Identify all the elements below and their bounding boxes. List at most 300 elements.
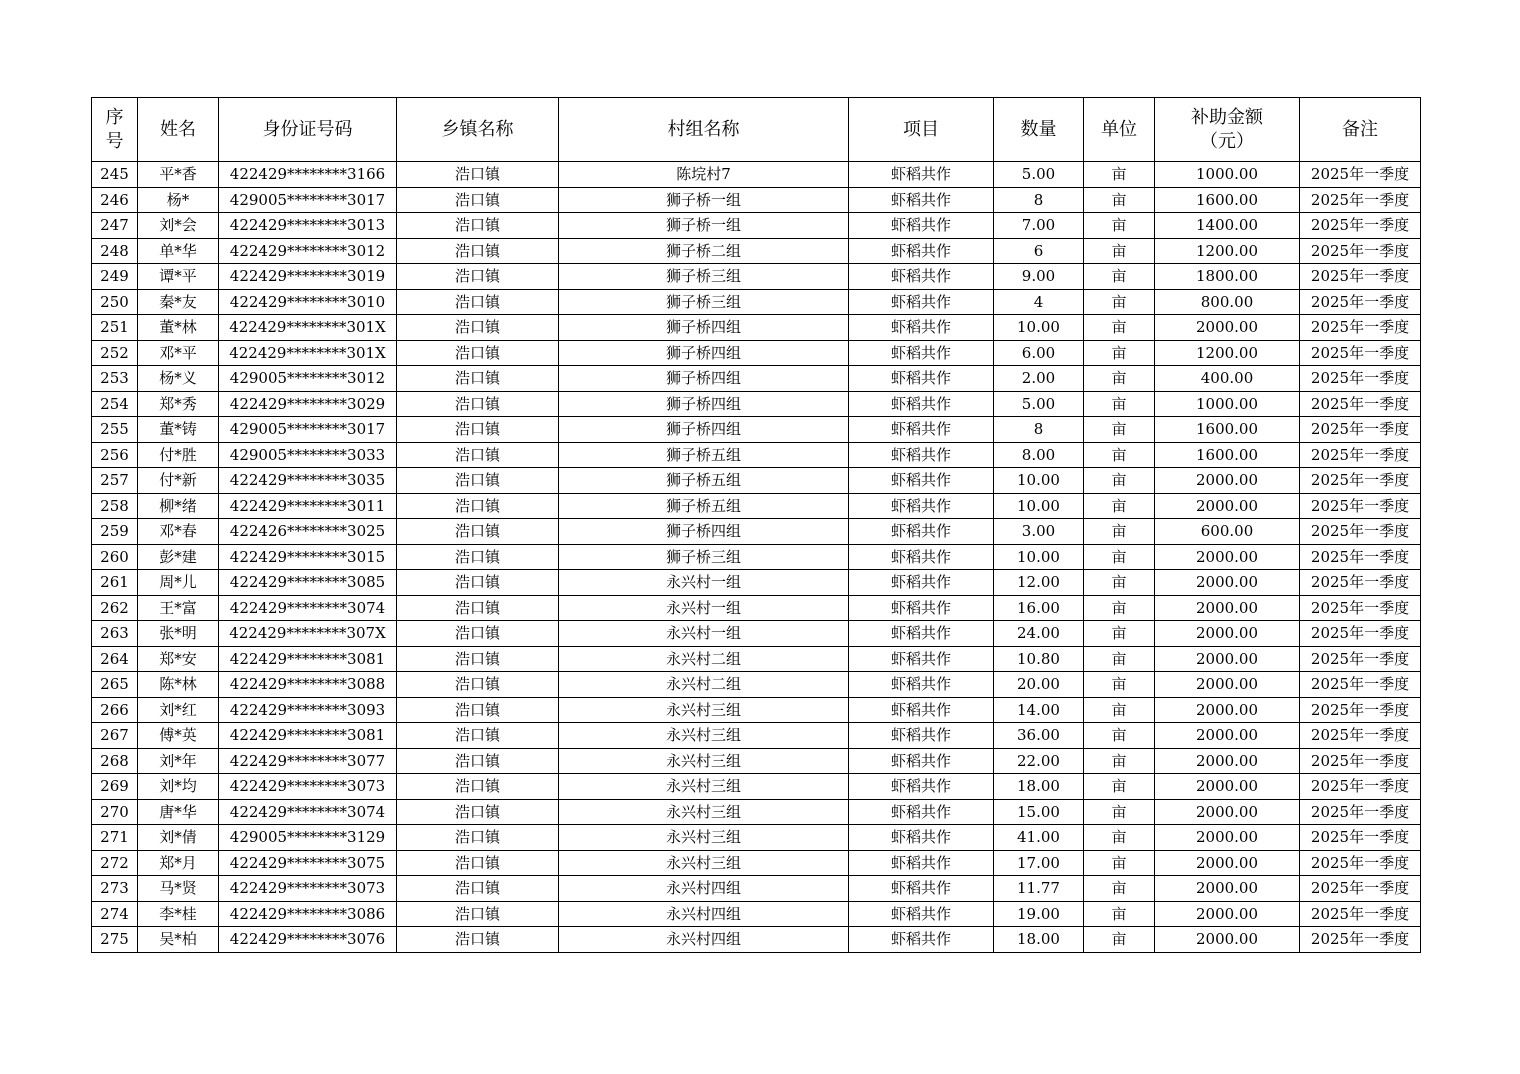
cell-seq: 245 [92, 162, 138, 188]
cell-remark: 2025年一季度 [1300, 927, 1421, 953]
cell-remark: 2025年一季度 [1300, 672, 1421, 698]
cell-unit: 亩 [1084, 442, 1155, 468]
cell-quantity: 20.00 [994, 672, 1084, 698]
cell-subsidy-amount: 2000.00 [1155, 901, 1300, 927]
cell-town: 浩口镇 [397, 646, 559, 672]
cell-unit: 亩 [1084, 519, 1155, 545]
cell-quantity: 10.80 [994, 646, 1084, 672]
cell-remark: 2025年一季度 [1300, 264, 1421, 290]
table-row [92, 366, 1421, 392]
cell-village-group: 永兴村四组 [559, 876, 849, 902]
cell-quantity: 6.00 [994, 340, 1084, 366]
cell-id-number: 422429********3076 [219, 927, 397, 953]
cell-subsidy-amount: 2000.00 [1155, 697, 1300, 723]
cell-subsidy-amount: 1200.00 [1155, 238, 1300, 264]
cell-id-number: 422429********3015 [219, 544, 397, 570]
cell-subsidy-amount: 1600.00 [1155, 442, 1300, 468]
cell-subsidy-amount: 1200.00 [1155, 340, 1300, 366]
cell-subsidy-amount: 2000.00 [1155, 850, 1300, 876]
cell-unit: 亩 [1084, 544, 1155, 570]
cell-subsidy-amount: 2000.00 [1155, 595, 1300, 621]
cell-remark: 2025年一季度 [1300, 876, 1421, 902]
cell-remark: 2025年一季度 [1300, 825, 1421, 851]
cell-project: 虾稻共作 [849, 340, 994, 366]
cell-id-number: 429005********3017 [219, 417, 397, 443]
cell-seq: 249 [92, 264, 138, 290]
cell-subsidy-amount: 1400.00 [1155, 213, 1300, 239]
cell-name: 彭*建 [138, 544, 219, 570]
cell-quantity: 36.00 [994, 723, 1084, 749]
cell-town: 浩口镇 [397, 799, 559, 825]
cell-remark: 2025年一季度 [1300, 544, 1421, 570]
cell-unit: 亩 [1084, 213, 1155, 239]
cell-seq: 267 [92, 723, 138, 749]
cell-project: 虾稻共作 [849, 748, 994, 774]
cell-name: 陈*林 [138, 672, 219, 698]
cell-project: 虾稻共作 [849, 519, 994, 545]
cell-remark: 2025年一季度 [1300, 213, 1421, 239]
cell-village-group: 永兴村三组 [559, 723, 849, 749]
table-row [92, 213, 1421, 239]
cell-seq: 261 [92, 570, 138, 596]
cell-town: 浩口镇 [397, 340, 559, 366]
cell-project: 虾稻共作 [849, 901, 994, 927]
cell-town: 浩口镇 [397, 825, 559, 851]
cell-id-number: 422429********3010 [219, 289, 397, 315]
header-quantity: 数量 [994, 98, 1084, 162]
cell-town: 浩口镇 [397, 417, 559, 443]
table-row [92, 901, 1421, 927]
cell-quantity: 9.00 [994, 264, 1084, 290]
cell-remark: 2025年一季度 [1300, 595, 1421, 621]
cell-remark: 2025年一季度 [1300, 315, 1421, 341]
cell-quantity: 10.00 [994, 315, 1084, 341]
cell-id-number: 429005********3017 [219, 187, 397, 213]
cell-id-number: 422429********3074 [219, 595, 397, 621]
cell-unit: 亩 [1084, 493, 1155, 519]
cell-unit: 亩 [1084, 391, 1155, 417]
cell-village-group: 永兴村三组 [559, 748, 849, 774]
cell-seq: 269 [92, 774, 138, 800]
cell-town: 浩口镇 [397, 774, 559, 800]
cell-name: 傅*英 [138, 723, 219, 749]
cell-unit: 亩 [1084, 621, 1155, 647]
cell-town: 浩口镇 [397, 468, 559, 494]
cell-id-number: 422429********3081 [219, 723, 397, 749]
cell-id-number: 422429********3019 [219, 264, 397, 290]
cell-seq: 246 [92, 187, 138, 213]
cell-name: 刘*倩 [138, 825, 219, 851]
cell-remark: 2025年一季度 [1300, 238, 1421, 264]
cell-subsidy-amount: 2000.00 [1155, 774, 1300, 800]
cell-quantity: 10.00 [994, 544, 1084, 570]
table-row [92, 621, 1421, 647]
cell-seq: 268 [92, 748, 138, 774]
cell-project: 虾稻共作 [849, 442, 994, 468]
table-row [92, 850, 1421, 876]
cell-quantity: 18.00 [994, 774, 1084, 800]
cell-quantity: 12.00 [994, 570, 1084, 596]
cell-seq: 263 [92, 621, 138, 647]
cell-town: 浩口镇 [397, 162, 559, 188]
cell-unit: 亩 [1084, 468, 1155, 494]
cell-id-number: 422429********3086 [219, 901, 397, 927]
cell-seq: 251 [92, 315, 138, 341]
cell-quantity: 2.00 [994, 366, 1084, 392]
cell-subsidy-amount: 2000.00 [1155, 468, 1300, 494]
cell-village-group: 狮子桥四组 [559, 315, 849, 341]
table-row [92, 493, 1421, 519]
cell-project: 虾稻共作 [849, 927, 994, 953]
cell-seq: 275 [92, 927, 138, 953]
cell-project: 虾稻共作 [849, 621, 994, 647]
table-row [92, 391, 1421, 417]
cell-subsidy-amount: 2000.00 [1155, 646, 1300, 672]
cell-unit: 亩 [1084, 646, 1155, 672]
cell-village-group: 永兴村三组 [559, 799, 849, 825]
cell-remark: 2025年一季度 [1300, 519, 1421, 545]
cell-project: 虾稻共作 [849, 825, 994, 851]
cell-village-group: 狮子桥四组 [559, 391, 849, 417]
cell-remark: 2025年一季度 [1300, 162, 1421, 188]
cell-seq: 253 [92, 366, 138, 392]
cell-subsidy-amount: 2000.00 [1155, 672, 1300, 698]
cell-town: 浩口镇 [397, 213, 559, 239]
cell-village-group: 狮子桥四组 [559, 417, 849, 443]
cell-subsidy-amount: 1600.00 [1155, 187, 1300, 213]
cell-subsidy-amount: 1800.00 [1155, 264, 1300, 290]
cell-id-number: 422429********3073 [219, 876, 397, 902]
cell-village-group: 永兴村一组 [559, 595, 849, 621]
cell-name: 付*胜 [138, 442, 219, 468]
cell-project: 虾稻共作 [849, 774, 994, 800]
cell-village-group: 狮子桥三组 [559, 544, 849, 570]
cell-subsidy-amount: 1000.00 [1155, 391, 1300, 417]
cell-project: 虾稻共作 [849, 799, 994, 825]
cell-name: 刘*均 [138, 774, 219, 800]
cell-quantity: 6 [994, 238, 1084, 264]
cell-id-number: 429005********3033 [219, 442, 397, 468]
cell-id-number: 422429********3085 [219, 570, 397, 596]
cell-name: 郑*月 [138, 850, 219, 876]
cell-seq: 265 [92, 672, 138, 698]
cell-quantity: 14.00 [994, 697, 1084, 723]
cell-project: 虾稻共作 [849, 544, 994, 570]
cell-remark: 2025年一季度 [1300, 340, 1421, 366]
cell-name: 刘*红 [138, 697, 219, 723]
table-row [92, 774, 1421, 800]
cell-town: 浩口镇 [397, 366, 559, 392]
table-row [92, 672, 1421, 698]
table-row [92, 825, 1421, 851]
table-row [92, 315, 1421, 341]
cell-quantity: 5.00 [994, 162, 1084, 188]
cell-remark: 2025年一季度 [1300, 621, 1421, 647]
cell-project: 虾稻共作 [849, 391, 994, 417]
cell-quantity: 16.00 [994, 595, 1084, 621]
cell-project: 虾稻共作 [849, 697, 994, 723]
cell-subsidy-amount: 2000.00 [1155, 570, 1300, 596]
cell-id-number: 422426********3025 [219, 519, 397, 545]
cell-remark: 2025年一季度 [1300, 697, 1421, 723]
cell-remark: 2025年一季度 [1300, 646, 1421, 672]
cell-town: 浩口镇 [397, 289, 559, 315]
table-row [92, 544, 1421, 570]
cell-id-number: 422429********3013 [219, 213, 397, 239]
cell-subsidy-amount: 2000.00 [1155, 493, 1300, 519]
cell-village-group: 狮子桥三组 [559, 289, 849, 315]
cell-subsidy-amount: 600.00 [1155, 519, 1300, 545]
header-town: 乡镇名称 [397, 98, 559, 162]
cell-project: 虾稻共作 [849, 162, 994, 188]
cell-project: 虾稻共作 [849, 723, 994, 749]
cell-seq: 272 [92, 850, 138, 876]
cell-unit: 亩 [1084, 850, 1155, 876]
cell-project: 虾稻共作 [849, 850, 994, 876]
cell-town: 浩口镇 [397, 748, 559, 774]
cell-seq: 247 [92, 213, 138, 239]
cell-name: 刘*会 [138, 213, 219, 239]
cell-quantity: 4 [994, 289, 1084, 315]
cell-unit: 亩 [1084, 697, 1155, 723]
table-row [92, 468, 1421, 494]
cell-name: 柳*绪 [138, 493, 219, 519]
cell-name: 邓*春 [138, 519, 219, 545]
header-unit: 单位 [1084, 98, 1155, 162]
cell-village-group: 狮子桥一组 [559, 187, 849, 213]
cell-village-group: 永兴村三组 [559, 825, 849, 851]
cell-remark: 2025年一季度 [1300, 723, 1421, 749]
cell-seq: 260 [92, 544, 138, 570]
table-row [92, 799, 1421, 825]
cell-village-group: 狮子桥四组 [559, 340, 849, 366]
cell-name: 李*桂 [138, 901, 219, 927]
cell-name: 邓*平 [138, 340, 219, 366]
cell-project: 虾稻共作 [849, 570, 994, 596]
cell-village-group: 永兴村三组 [559, 697, 849, 723]
cell-town: 浩口镇 [397, 264, 559, 290]
cell-name: 王*富 [138, 595, 219, 621]
cell-village-group: 狮子桥五组 [559, 442, 849, 468]
cell-town: 浩口镇 [397, 238, 559, 264]
cell-id-number: 422429********301X [219, 340, 397, 366]
cell-id-number: 422429********3012 [219, 238, 397, 264]
cell-quantity: 22.00 [994, 748, 1084, 774]
header-village-group: 村组名称 [559, 98, 849, 162]
header-project: 项目 [849, 98, 994, 162]
cell-id-number: 429005********3012 [219, 366, 397, 392]
cell-quantity: 15.00 [994, 799, 1084, 825]
cell-project: 虾稻共作 [849, 417, 994, 443]
cell-quantity: 7.00 [994, 213, 1084, 239]
cell-id-number: 422429********3166 [219, 162, 397, 188]
cell-name: 郑*秀 [138, 391, 219, 417]
cell-unit: 亩 [1084, 264, 1155, 290]
table-row [92, 697, 1421, 723]
cell-unit: 亩 [1084, 825, 1155, 851]
cell-id-number: 422429********3011 [219, 493, 397, 519]
cell-name: 周*儿 [138, 570, 219, 596]
cell-unit: 亩 [1084, 162, 1155, 188]
cell-project: 虾稻共作 [849, 595, 994, 621]
cell-id-number: 422429********3073 [219, 774, 397, 800]
cell-name: 董*林 [138, 315, 219, 341]
cell-village-group: 永兴村一组 [559, 570, 849, 596]
cell-project: 虾稻共作 [849, 646, 994, 672]
cell-unit: 亩 [1084, 340, 1155, 366]
cell-remark: 2025年一季度 [1300, 570, 1421, 596]
cell-project: 虾稻共作 [849, 264, 994, 290]
table-row [92, 289, 1421, 315]
cell-village-group: 永兴村四组 [559, 901, 849, 927]
cell-name: 刘*年 [138, 748, 219, 774]
cell-id-number: 422429********307X [219, 621, 397, 647]
cell-unit: 亩 [1084, 672, 1155, 698]
cell-unit: 亩 [1084, 723, 1155, 749]
cell-unit: 亩 [1084, 289, 1155, 315]
cell-name: 杨*义 [138, 366, 219, 392]
cell-seq: 255 [92, 417, 138, 443]
cell-project: 虾稻共作 [849, 213, 994, 239]
cell-remark: 2025年一季度 [1300, 366, 1421, 392]
cell-seq: 254 [92, 391, 138, 417]
cell-quantity: 17.00 [994, 850, 1084, 876]
header-remark: 备注 [1300, 98, 1421, 162]
cell-village-group: 永兴村三组 [559, 850, 849, 876]
header-name: 姓名 [138, 98, 219, 162]
cell-remark: 2025年一季度 [1300, 187, 1421, 213]
cell-town: 浩口镇 [397, 672, 559, 698]
cell-town: 浩口镇 [397, 544, 559, 570]
table-row [92, 927, 1421, 953]
cell-quantity: 11.77 [994, 876, 1084, 902]
cell-town: 浩口镇 [397, 697, 559, 723]
cell-remark: 2025年一季度 [1300, 391, 1421, 417]
header-subsidy-amount: 补助金额 （元） [1155, 98, 1300, 162]
cell-id-number: 422429********3077 [219, 748, 397, 774]
cell-town: 浩口镇 [397, 595, 559, 621]
cell-village-group: 永兴村三组 [559, 774, 849, 800]
cell-project: 虾稻共作 [849, 876, 994, 902]
cell-unit: 亩 [1084, 366, 1155, 392]
table-row [92, 187, 1421, 213]
cell-town: 浩口镇 [397, 850, 559, 876]
cell-project: 虾稻共作 [849, 493, 994, 519]
cell-village-group: 狮子桥三组 [559, 264, 849, 290]
cell-village-group: 狮子桥四组 [559, 519, 849, 545]
cell-subsidy-amount: 2000.00 [1155, 748, 1300, 774]
cell-remark: 2025年一季度 [1300, 748, 1421, 774]
cell-subsidy-amount: 2000.00 [1155, 799, 1300, 825]
cell-seq: 250 [92, 289, 138, 315]
cell-name: 郑*安 [138, 646, 219, 672]
cell-remark: 2025年一季度 [1300, 417, 1421, 443]
cell-name: 马*贤 [138, 876, 219, 902]
cell-seq: 258 [92, 493, 138, 519]
table-body [92, 162, 1421, 953]
cell-id-number: 422429********3075 [219, 850, 397, 876]
cell-unit: 亩 [1084, 595, 1155, 621]
cell-village-group: 永兴村二组 [559, 646, 849, 672]
cell-seq: 262 [92, 595, 138, 621]
cell-seq: 274 [92, 901, 138, 927]
cell-id-number: 422429********3081 [219, 646, 397, 672]
cell-quantity: 19.00 [994, 901, 1084, 927]
cell-town: 浩口镇 [397, 493, 559, 519]
cell-name: 平*香 [138, 162, 219, 188]
cell-subsidy-amount: 2000.00 [1155, 544, 1300, 570]
cell-town: 浩口镇 [397, 519, 559, 545]
cell-town: 浩口镇 [397, 442, 559, 468]
cell-unit: 亩 [1084, 187, 1155, 213]
cell-village-group: 狮子桥五组 [559, 493, 849, 519]
cell-seq: 270 [92, 799, 138, 825]
cell-village-group: 狮子桥二组 [559, 238, 849, 264]
cell-subsidy-amount: 2000.00 [1155, 876, 1300, 902]
cell-unit: 亩 [1084, 927, 1155, 953]
cell-seq: 266 [92, 697, 138, 723]
cell-name: 谭*平 [138, 264, 219, 290]
cell-name: 单*华 [138, 238, 219, 264]
cell-seq: 259 [92, 519, 138, 545]
cell-id-number: 422429********3093 [219, 697, 397, 723]
cell-town: 浩口镇 [397, 315, 559, 341]
cell-project: 虾稻共作 [849, 315, 994, 341]
cell-unit: 亩 [1084, 570, 1155, 596]
cell-village-group: 狮子桥一组 [559, 213, 849, 239]
cell-unit: 亩 [1084, 774, 1155, 800]
header-id-number: 身份证号码 [219, 98, 397, 162]
table-row [92, 340, 1421, 366]
cell-unit: 亩 [1084, 315, 1155, 341]
cell-project: 虾稻共作 [849, 238, 994, 264]
cell-subsidy-amount: 1600.00 [1155, 417, 1300, 443]
cell-village-group: 狮子桥五组 [559, 468, 849, 494]
cell-seq: 273 [92, 876, 138, 902]
cell-subsidy-amount: 400.00 [1155, 366, 1300, 392]
cell-remark: 2025年一季度 [1300, 289, 1421, 315]
cell-quantity: 10.00 [994, 493, 1084, 519]
cell-town: 浩口镇 [397, 927, 559, 953]
cell-id-number: 429005********3129 [219, 825, 397, 851]
cell-remark: 2025年一季度 [1300, 799, 1421, 825]
cell-quantity: 3.00 [994, 519, 1084, 545]
cell-unit: 亩 [1084, 748, 1155, 774]
cell-remark: 2025年一季度 [1300, 442, 1421, 468]
table-header [92, 98, 1421, 162]
cell-remark: 2025年一季度 [1300, 850, 1421, 876]
cell-quantity: 8 [994, 417, 1084, 443]
cell-town: 浩口镇 [397, 621, 559, 647]
cell-subsidy-amount: 2000.00 [1155, 621, 1300, 647]
cell-village-group: 陈垸村7 [559, 162, 849, 188]
cell-unit: 亩 [1084, 417, 1155, 443]
table-row [92, 238, 1421, 264]
cell-id-number: 422429********301X [219, 315, 397, 341]
cell-id-number: 422429********3074 [219, 799, 397, 825]
table-row [92, 417, 1421, 443]
cell-unit: 亩 [1084, 876, 1155, 902]
cell-project: 虾稻共作 [849, 366, 994, 392]
cell-project: 虾稻共作 [849, 289, 994, 315]
cell-quantity: 10.00 [994, 468, 1084, 494]
cell-name: 张*明 [138, 621, 219, 647]
cell-village-group: 永兴村四组 [559, 927, 849, 953]
cell-unit: 亩 [1084, 799, 1155, 825]
table-row [92, 442, 1421, 468]
cell-seq: 264 [92, 646, 138, 672]
cell-seq: 252 [92, 340, 138, 366]
